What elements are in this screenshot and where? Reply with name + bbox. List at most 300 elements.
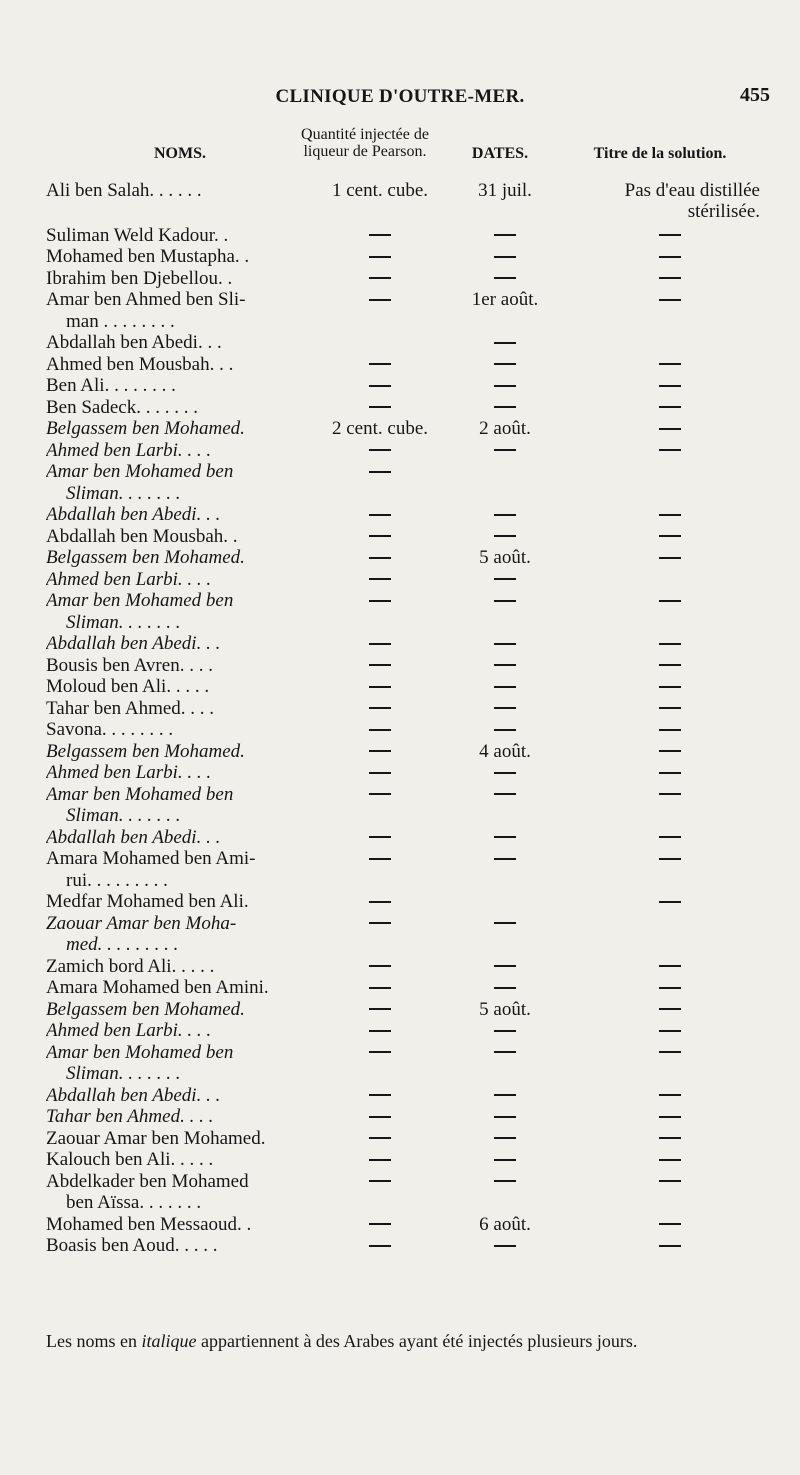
name-cell: Mohamed ben Mustapha. . <box>46 246 250 267</box>
ditto-dash <box>494 793 516 795</box>
table-row <box>0 418 800 440</box>
table-row <box>0 612 800 634</box>
table-row <box>0 268 800 290</box>
date-cell <box>450 504 560 526</box>
ditto-dash <box>659 277 681 279</box>
table-row <box>0 719 800 741</box>
ditto-dash <box>659 363 681 365</box>
ditto-dash <box>659 707 681 709</box>
ditto-dash <box>369 729 391 731</box>
ditto-dash <box>369 987 391 989</box>
table-row <box>0 397 800 419</box>
titre-cell <box>575 526 765 547</box>
titre-cell <box>575 246 765 267</box>
footnote-text-before: Les noms en <box>46 1331 142 1351</box>
ditto-dash <box>494 987 516 989</box>
date-cell: 2 août. <box>479 418 531 439</box>
ditto-dash <box>369 1051 391 1053</box>
page-number: 455 <box>740 84 770 106</box>
name-cell: ben Aïssa. . . . . . . <box>66 1192 202 1213</box>
table-row <box>0 1063 800 1085</box>
quantity-cell <box>300 225 460 247</box>
date-cell <box>450 676 560 698</box>
ditto-dash <box>659 514 681 516</box>
name-cell: Sliman. . . . . . . <box>66 805 181 826</box>
name-cell: Ahmed ben Larbi. . . . <box>46 1020 212 1041</box>
table-row <box>0 1106 800 1128</box>
column-header-dates: DATES. <box>471 145 529 162</box>
ditto-dash <box>659 449 681 451</box>
ditto-dash <box>369 1137 391 1139</box>
date-cell <box>450 633 560 655</box>
ditto-dash <box>494 277 516 279</box>
table-row <box>0 1149 800 1171</box>
quantity-cell <box>300 1214 460 1236</box>
name-cell: Sliman. . . . . . . <box>66 611 181 633</box>
date-cell <box>450 1128 560 1150</box>
ditto-dash <box>659 901 681 903</box>
ditto-dash <box>369 406 391 408</box>
titre-cell <box>575 698 765 719</box>
quantity-cell <box>300 827 460 849</box>
date-cell: 31 juil. <box>478 180 532 201</box>
date-cell <box>450 526 560 548</box>
ditto-dash <box>369 965 391 967</box>
ditto-dash <box>494 578 516 580</box>
ditto-dash <box>369 750 391 752</box>
name-cell: Belgassem ben Mohamed. <box>46 418 245 439</box>
ditto-dash <box>494 664 516 666</box>
column-header-noms: NOMS. <box>154 145 206 162</box>
ditto-dash <box>494 772 516 774</box>
ditto-dash <box>659 1030 681 1032</box>
table-row <box>0 848 800 870</box>
ditto-dash <box>659 1008 681 1010</box>
date-cell <box>450 246 560 268</box>
ditto-dash <box>494 922 516 924</box>
table-row <box>0 698 800 720</box>
quantity-cell <box>300 784 460 806</box>
date-cell <box>450 1042 560 1064</box>
name-cell: Amara Mohamed ben Amini. <box>46 977 269 998</box>
ditto-dash <box>659 836 681 838</box>
date-cell <box>450 332 560 354</box>
ditto-dash <box>369 600 391 602</box>
table-row <box>0 784 800 806</box>
table-row <box>0 225 800 247</box>
ditto-dash <box>659 1116 681 1118</box>
name-cell: Medfar Mohamed ben Ali. <box>46 891 249 912</box>
date-cell <box>450 719 560 741</box>
name-cell: Amar ben Mohamed ben <box>46 1041 234 1063</box>
date-cell <box>450 956 560 978</box>
ditto-dash <box>369 363 391 365</box>
name-cell: Amar ben Mohamed ben <box>46 461 234 482</box>
ditto-dash <box>494 600 516 602</box>
name-cell: Belgassem ben Mohamed. <box>46 547 245 568</box>
titre-cell <box>575 1214 765 1235</box>
titre-cell <box>575 1171 765 1192</box>
name-cell: man . . . . . . . . <box>66 310 175 332</box>
ditto-dash <box>494 1094 516 1096</box>
quantity-cell <box>300 547 460 569</box>
ditto-dash <box>369 1180 391 1182</box>
date-cell <box>450 268 560 290</box>
ditto-dash <box>369 299 391 301</box>
ditto-dash <box>494 256 516 258</box>
ditto-dash <box>369 922 391 924</box>
name-cell: Tahar ben Ahmed. . . . <box>46 1106 214 1127</box>
quantity-cell <box>300 1128 460 1150</box>
name-cell: Sliman. . . . . . . <box>66 482 181 504</box>
ditto-dash <box>494 1116 516 1118</box>
ditto-dash <box>659 256 681 258</box>
ditto-dash <box>369 1245 391 1247</box>
name-cell: Kalouch ben Ali. . . . . <box>46 1149 214 1170</box>
ditto-dash <box>659 1223 681 1225</box>
ditto-dash <box>369 901 391 903</box>
name-cell: Abdelkader ben Mohamed <box>46 1170 249 1192</box>
ditto-dash <box>494 965 516 967</box>
ditto-dash <box>659 772 681 774</box>
date-cell <box>450 1149 560 1171</box>
date-cell <box>450 655 560 677</box>
titre-cell <box>575 289 765 310</box>
name-cell: rui. . . . . . . . . <box>66 869 168 891</box>
ditto-dash <box>494 535 516 537</box>
table-row <box>0 1171 800 1193</box>
ditto-dash <box>494 1245 516 1247</box>
quantity-cell <box>300 741 460 763</box>
titre-cell <box>575 418 765 439</box>
date-cell: 6 août. <box>479 1213 531 1235</box>
date-cell <box>450 1085 560 1107</box>
quantity-cell: 2 cent. cube. <box>331 418 428 439</box>
quantity-cell <box>300 1020 460 1042</box>
table-row <box>0 1020 800 1042</box>
quantity-cell <box>300 891 460 913</box>
titre-cell <box>575 1042 765 1063</box>
ditto-dash <box>369 557 391 559</box>
table-row <box>0 741 800 763</box>
date-cell <box>450 440 560 462</box>
quantity-cell <box>300 526 460 548</box>
ditto-dash <box>494 1159 516 1161</box>
name-cell: Zaouar Amar ben Mohamed. <box>46 1127 266 1149</box>
ditto-dash <box>659 1180 681 1182</box>
ditto-dash <box>369 643 391 645</box>
ditto-dash <box>659 686 681 688</box>
name-cell: Tahar ben Ahmed. . . . <box>46 697 215 719</box>
table-row <box>0 891 800 913</box>
titre-cell <box>575 655 765 676</box>
date-cell <box>450 784 560 806</box>
ditto-dash <box>369 836 391 838</box>
ditto-dash <box>659 1245 681 1247</box>
table-row <box>0 977 800 999</box>
titre-cell <box>575 375 765 396</box>
ditto-dash <box>494 449 516 451</box>
name-cell: Ben Sadeck. . . . . . . <box>46 396 198 418</box>
ditto-dash <box>659 729 681 731</box>
ditto-dash <box>494 858 516 860</box>
ditto-dash <box>659 664 681 666</box>
ditto-dash <box>369 858 391 860</box>
titre-cell <box>575 719 765 740</box>
ditto-dash <box>369 256 391 258</box>
name-cell: Abdallah ben Abedi. . . <box>46 826 221 848</box>
date-cell <box>450 827 560 849</box>
name-cell: Abdallah ben Mousbah. . <box>46 525 238 547</box>
name-cell: Amar ben Ahmed ben Sli- <box>46 289 246 310</box>
date-cell: 5 août. <box>479 547 531 568</box>
titre-cell <box>575 590 765 611</box>
titre-cell <box>575 397 765 418</box>
table-row <box>0 676 800 698</box>
table-row <box>0 311 800 333</box>
table-row <box>0 526 800 548</box>
quantity-cell <box>300 956 460 978</box>
quantity-cell: 1 cent. cube. <box>331 180 428 201</box>
name-cell: Amar ben Mohamed ben <box>46 590 234 611</box>
ditto-dash <box>494 234 516 236</box>
name-cell: Abdallah ben Abedi. . . <box>46 504 221 525</box>
quantity-cell <box>300 676 460 698</box>
date-cell <box>450 1171 560 1193</box>
date-cell <box>450 848 560 870</box>
table-row <box>0 956 800 978</box>
quantity-cell <box>300 999 460 1021</box>
table-row <box>0 1128 800 1150</box>
date-cell <box>450 1106 560 1128</box>
ditto-dash <box>369 1116 391 1118</box>
titre-cell <box>575 268 765 289</box>
table-row <box>0 375 800 397</box>
titre-cell <box>575 891 765 912</box>
quantity-cell <box>300 913 460 935</box>
ditto-dash <box>369 1223 391 1225</box>
quantity-cell <box>300 397 460 419</box>
ditto-dash <box>659 750 681 752</box>
ditto-dash <box>659 858 681 860</box>
ditto-dash <box>369 578 391 580</box>
ditto-dash <box>494 363 516 365</box>
date-cell: 4 août. <box>479 740 531 762</box>
quantity-cell <box>300 1106 460 1128</box>
running-head <box>0 86 800 114</box>
titre-cell <box>575 1020 765 1041</box>
table-row <box>0 547 800 569</box>
titre-cell <box>575 1128 765 1149</box>
table-row <box>0 590 800 612</box>
ditto-dash <box>659 1051 681 1053</box>
table-row <box>0 1042 800 1064</box>
name-cell: Suliman Weld Kadour. . <box>46 224 229 246</box>
ditto-dash <box>494 514 516 516</box>
name-cell: Boasis ben Aoud. . . . . <box>46 1235 218 1256</box>
titre-cell <box>575 1235 765 1256</box>
ditto-dash <box>659 643 681 645</box>
ditto-dash <box>659 1094 681 1096</box>
name-cell: Mohamed ben Messaoud. . <box>46 1213 252 1235</box>
quantity-cell <box>300 354 460 376</box>
name-cell: Belgassem ben Mohamed. <box>46 998 245 1020</box>
ditto-dash <box>369 772 391 774</box>
ditto-dash <box>369 1159 391 1161</box>
ditto-dash <box>369 385 391 387</box>
quantity-cell <box>300 246 460 268</box>
date-cell <box>450 977 560 999</box>
quantity-cell <box>300 590 460 612</box>
quantity-cell <box>300 1149 460 1171</box>
ditto-dash <box>494 1030 516 1032</box>
name-cell: med. . . . . . . . . <box>66 934 179 955</box>
quantity-cell <box>300 698 460 720</box>
name-cell: Ahmed ben Larbi. . . . <box>46 568 212 590</box>
footnote-text-after: appartiennent à des Arabes ayant été injectés plusieurs jours. <box>196 1331 638 1351</box>
name-cell: Bousis ben Avren. . . . <box>46 654 213 676</box>
ditto-dash <box>659 535 681 537</box>
quantity-cell <box>300 977 460 999</box>
titre-cell <box>575 225 765 246</box>
name-cell: Amara Mohamed ben Ami- <box>46 848 256 869</box>
name-cell: Savona. . . . . . . . <box>46 719 174 740</box>
ditto-dash <box>369 664 391 666</box>
table-row <box>0 483 800 505</box>
quantity-cell <box>300 1085 460 1107</box>
titre-cell <box>575 440 765 461</box>
date-cell <box>450 569 560 591</box>
titre-cell <box>575 633 765 654</box>
table-row <box>0 461 800 483</box>
table-row <box>0 913 800 935</box>
column-header-quantite: Quantité injectée de liqueur de Pearson. <box>301 126 429 160</box>
ditto-dash <box>659 1159 681 1161</box>
ditto-dash <box>494 729 516 731</box>
quantity-cell <box>300 268 460 290</box>
table-row <box>0 354 800 376</box>
table-row <box>0 246 800 268</box>
name-cell: Sliman. . . . . . . <box>66 1063 181 1084</box>
injection-table <box>0 180 800 1257</box>
footnote <box>46 1327 758 1355</box>
ditto-dash <box>494 342 516 344</box>
table-row <box>0 633 800 655</box>
ditto-dash <box>659 299 681 301</box>
ditto-dash <box>369 234 391 236</box>
ditto-dash <box>659 557 681 559</box>
table-row <box>0 870 800 892</box>
ditto-dash <box>494 1051 516 1053</box>
name-cell: Abdallah ben Abedi. . . <box>46 633 221 654</box>
ditto-dash <box>659 965 681 967</box>
date-cell <box>450 762 560 784</box>
quantity-cell <box>300 719 460 741</box>
titre-cell <box>575 956 765 977</box>
ditto-dash <box>369 277 391 279</box>
titre-cell <box>575 354 765 375</box>
quantity-cell <box>300 440 460 462</box>
table-row <box>0 504 800 526</box>
date-cell <box>450 354 560 376</box>
titre-cell <box>575 1085 765 1106</box>
table-row <box>0 934 800 956</box>
quantity-cell <box>300 655 460 677</box>
table-row <box>0 440 800 462</box>
table-row <box>0 180 800 222</box>
date-cell <box>450 698 560 720</box>
ditto-dash <box>369 514 391 516</box>
ditto-dash <box>369 1094 391 1096</box>
name-cell: Ahmed ben Larbi. . . . <box>46 762 212 783</box>
titre-cell <box>575 1106 765 1127</box>
name-cell: Ahmed ben Larbi. . . . <box>46 439 212 461</box>
ditto-dash <box>659 1137 681 1139</box>
titre-cell <box>575 784 765 805</box>
name-cell: Abdallah ben Abedi. . . <box>46 1084 221 1106</box>
ditto-dash <box>494 686 516 688</box>
quantity-cell <box>300 569 460 591</box>
ditto-dash <box>659 987 681 989</box>
titre-cell <box>575 547 765 568</box>
titre-cell <box>575 1149 765 1170</box>
table-row <box>0 762 800 784</box>
ditto-dash <box>369 471 391 473</box>
ditto-dash <box>369 535 391 537</box>
table-row <box>0 1235 800 1257</box>
ditto-dash <box>659 428 681 430</box>
ditto-dash <box>369 707 391 709</box>
quantity-cell <box>300 289 460 311</box>
date-cell <box>450 913 560 935</box>
quantity-cell <box>300 1042 460 1064</box>
table-row <box>0 289 800 311</box>
titre-cell <box>575 977 765 998</box>
date-cell <box>450 1235 560 1257</box>
date-cell <box>450 590 560 612</box>
ditto-dash <box>494 1180 516 1182</box>
quantity-cell <box>300 633 460 655</box>
table-row <box>0 332 800 354</box>
date-cell <box>450 397 560 419</box>
ditto-dash <box>659 406 681 408</box>
quantity-cell <box>300 762 460 784</box>
titre-cell <box>575 999 765 1020</box>
footnote-italic-word: italique <box>141 1331 197 1351</box>
titre-cell <box>575 504 765 525</box>
ditto-dash <box>659 793 681 795</box>
table-row <box>0 569 800 591</box>
table-row <box>0 203 800 225</box>
running-title: CLINIQUE D'OUTRE-MER. <box>275 86 525 107</box>
ditto-dash <box>494 643 516 645</box>
quantity-cell <box>300 504 460 526</box>
quantity-cell <box>300 375 460 397</box>
titre-cell <box>575 827 765 848</box>
ditto-dash <box>659 600 681 602</box>
name-cell: Zaouar Amar ben Moha- <box>46 912 237 934</box>
name-cell: Ahmed ben Mousbah. . . <box>46 353 234 375</box>
titre-cell <box>575 848 765 869</box>
quantity-cell <box>300 461 460 483</box>
ditto-dash <box>369 449 391 451</box>
ditto-dash <box>369 686 391 688</box>
ditto-dash <box>369 1008 391 1010</box>
table-row <box>0 1085 800 1107</box>
column-header-titre: Titre de la solution. <box>593 145 727 162</box>
ditto-dash <box>494 1137 516 1139</box>
name-cell: Zamich bord Ali. . . . . <box>46 955 215 977</box>
